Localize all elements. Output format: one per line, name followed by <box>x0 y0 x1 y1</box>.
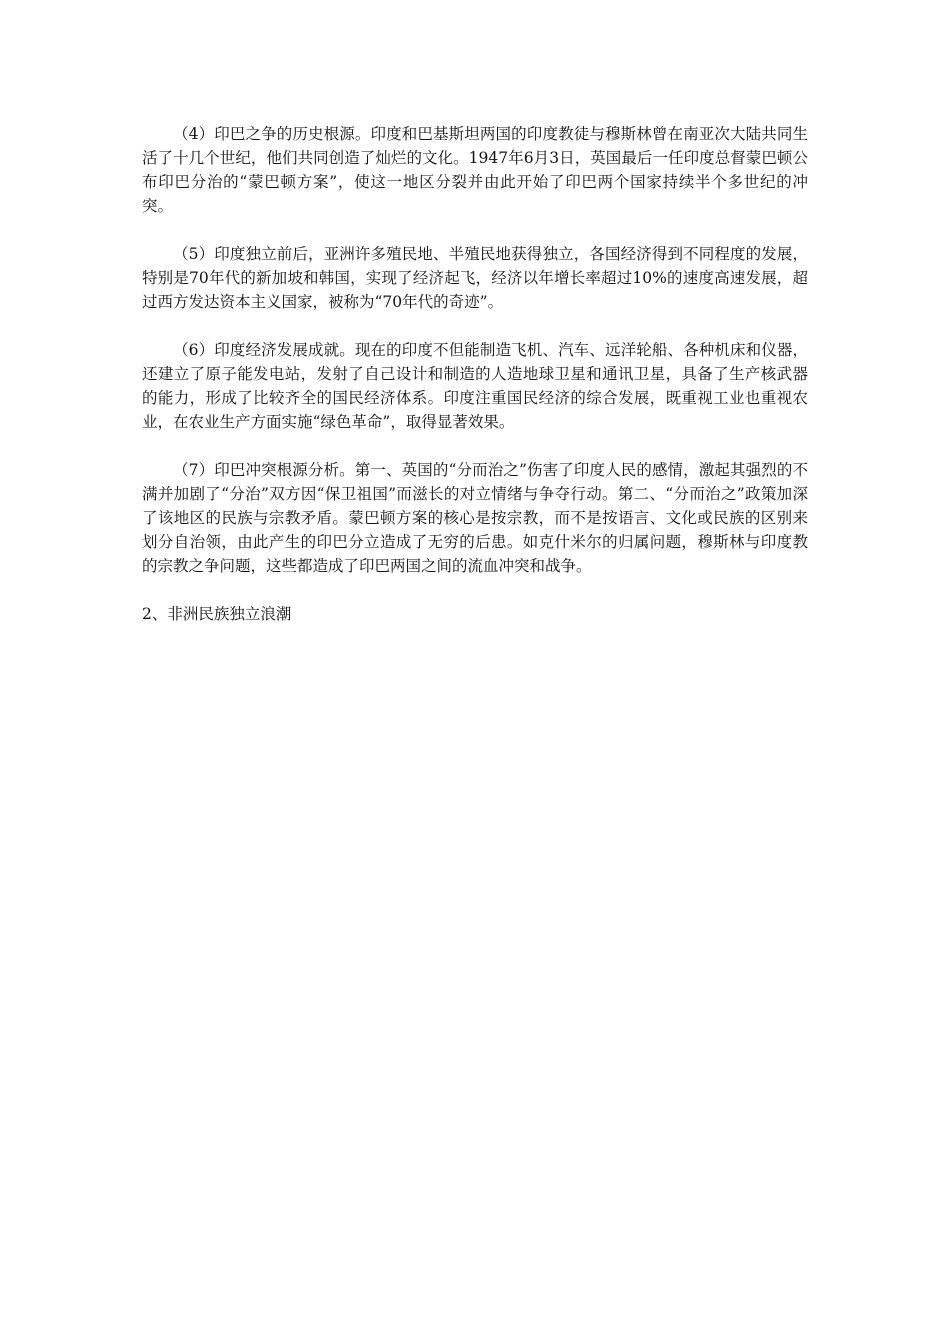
document-body <box>142 122 808 626</box>
paragraph-4-india-pakistan-history: （4）印巴之争的历史根源。印度和巴基斯坦两国的印度教徒与穆斯林曾在南亚次大陆共同生活了十几个世纪，他们共同创造了灿烂的文化。1947年6月3日，英国最后一任印度总督蒙巴顿公布印巴分治的“蒙巴顿方案”，使这一地区分裂并由此开始了印巴两个国家持续半个多世纪的冲突。 <box>142 125 808 215</box>
paragraph-5-asian-independence: （5）印度独立前后，亚洲许多殖民地、半殖民地获得独立，各国经济得到不同程度的发展，特别是70年代的新加坡和韩国，实现了经济起飞，经济以年增长率超过10%的速度高速发展，超过西方发达资本主义国家，被称为“70年代的奇迹”。 <box>142 245 808 311</box>
section-heading: 2、非洲民族独立浪潮 <box>142 605 292 623</box>
paragraph-6-india-economy: （6）印度经济发展成就。现在的印度不但能制造飞机、汽车、远洋轮船、各种机床和仪器，还建立了原子能发电站，发射了自己设计和制造的人造地球卫星和通讯卫星，具备了生产核武器的能力，形成了比较齐全的国民经济体系。印度注重国民经济的综合发展，既重视工业也重视农业，在农业生产方面实施“绿色革命”，取得显著效果。 <box>142 341 808 431</box>
paragraph-7-conflict-analysis: （7）印巴冲突根源分析。第一、英国的“分而治之”伤害了印度人民的感情，激起其强烈的不满并加剧了“分治”双方因“保卫祖国”而滋长的对立情绪与争夺行动。第二、“分而治之”政策加深了该地区的民族与宗教矛盾。蒙巴顿方案的核心是按宗教，而不是按语言、文化或民族的区别来划分自治领，由此产生的印巴分立造成了无穷的后患。如克什米尔的归属问题，穆斯林与印度教的宗教之争问题，这些都造成了印巴两国之间的流血冲突和战争。 <box>142 461 808 575</box>
